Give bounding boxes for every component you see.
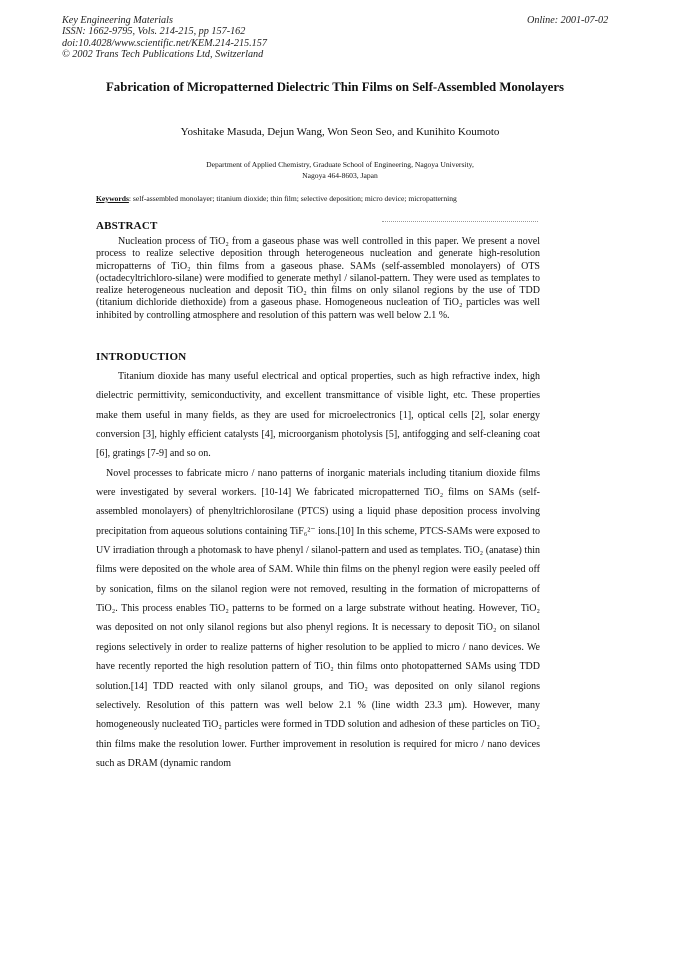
keywords-label: Keywords (96, 194, 129, 203)
keywords-line (96, 194, 566, 203)
journal-name: Key Engineering Materials (62, 15, 173, 26)
keywords-text: self-assembled monolayer; titanium dioxide; thin film; selective deposition; micro device; micropatterning (132, 194, 457, 203)
affiliation-line-1: Department of Applied Chemistry, Graduate School of Engineering, Nagoya University, (206, 160, 474, 169)
doi-line: doi:10.4028/www.scientific.net/KEM.214-215.157 (62, 37, 267, 49)
intro-paragraph-2: Novel processes to fabricate micro / nano patterns of inorganic materials including titanium dioxide films were investigated by several workers. [10-14] We fabricated micropatterned TiO₂ films on SAMs (self-assembled monolayers) of phenyltrichlorosilane (PTCS) using a liquid phase deposition process involving precipitation from aqueous solutions containing TiF₆²⁻ ions.[10] In this scheme, PTCS-SAMs were exposed to UV irradiation through a photomask to have phenyl / silanol-pattern and used as templates. TiO₂ (anatase) thin films were deposited on the whole area of SAM. While thin films on the phenyl region were easily peeled off by sonication, films on the silanol region were not removed, resulting in the formation of micropatterns of TiO₂. This process enables TiO₂ patterns to be formed on a large substrate without heating. However, TiO₂ was deposited on not only silanol regions but also phenyl regions. It is necessary to deposit TiO₂ on silanol regions selectively in order to realize patterns of higher resolution to be applied to micro / nano devices. We have recently reported the high resolution pattern of TiO₂ thin films onto photopatterned SAMs using TDD solution.[14] TDD reacted with only silanol groups, and TiO₂ was deposited on only silanol regions selectively. Resolution of this pattern was well below 2.1 % (line width 23.3 μm). However, many homogeneously nucleated TiO₂ particles were formed in TDD solution and adhesion of these particles on TiO₂ thin films make the resolution lower. Further improvement in resolution is required for micro / nano devices such as DRAM (dynamic random (96, 467, 540, 769)
affiliation (60, 159, 620, 181)
abstract-text: Nucleation process of TiO₂ from a gaseous phase was well controlled in this paper. We present a novel process to realize selective deposition through heterogeneous nucleation and generate high-resolution micropatterns of TiO₂ thin films from a gaseous phase. SAMs (self-assembled monolayers) of OTS (octadecyltrichloro-silane) were modified to generate methyl / silanol-pattern. They were used as templates to realize heterogeneous nucleation and deposit TiO₂ thin films on only silanol regions by the use of TDD (titanium dichloride diethoxide) from a gaseous phase. Homogeneous nucleation of TiO₂ particles was well inhibited by controlling atmosphere and resolution of this pattern was well below 2.1 %. (96, 236, 540, 321)
introduction-heading: INTRODUCTION (96, 351, 187, 363)
issn-line: ISSN: 1662-9795, Vols. 214-215, pp 157-162 (62, 26, 246, 38)
paper-title: Fabrication of Micropatterned Dielectric Thin Films on Self-Assembled Monolayers (105, 80, 565, 94)
author-list: Yoshitake Masuda, Dejun Wang, Won Seon Seo, and Kunihito Koumoto (180, 126, 500, 138)
separator-rule (382, 221, 538, 222)
copyright-line: © 2002 Trans Tech Publications Ltd, Switzerland (62, 48, 264, 60)
affiliation-line-2: Nagoya 464-8603, Japan (302, 171, 378, 180)
abstract-heading: ABSTRACT (96, 220, 158, 232)
introduction-body (96, 367, 540, 773)
journal-meta (62, 15, 267, 60)
intro-paragraph-1: Titanium dioxide has many useful electrical and optical properties, such as high refractive index, high dielectric permittivity, semiconductivity, and excellent transmittance of visible light, etc. These properties make them useful in many fields, as they are used for microelectronics [1], optical cells [2], solar energy conversion [3], highly efficient catalysts [4], microorganism photolysis [5], antifogging and self-cleaning coat [6], gratings [7-9] and so on. (96, 371, 540, 460)
online-date: Online: 2001-07-02 (527, 15, 609, 26)
keywords-colon: : (128, 194, 133, 203)
